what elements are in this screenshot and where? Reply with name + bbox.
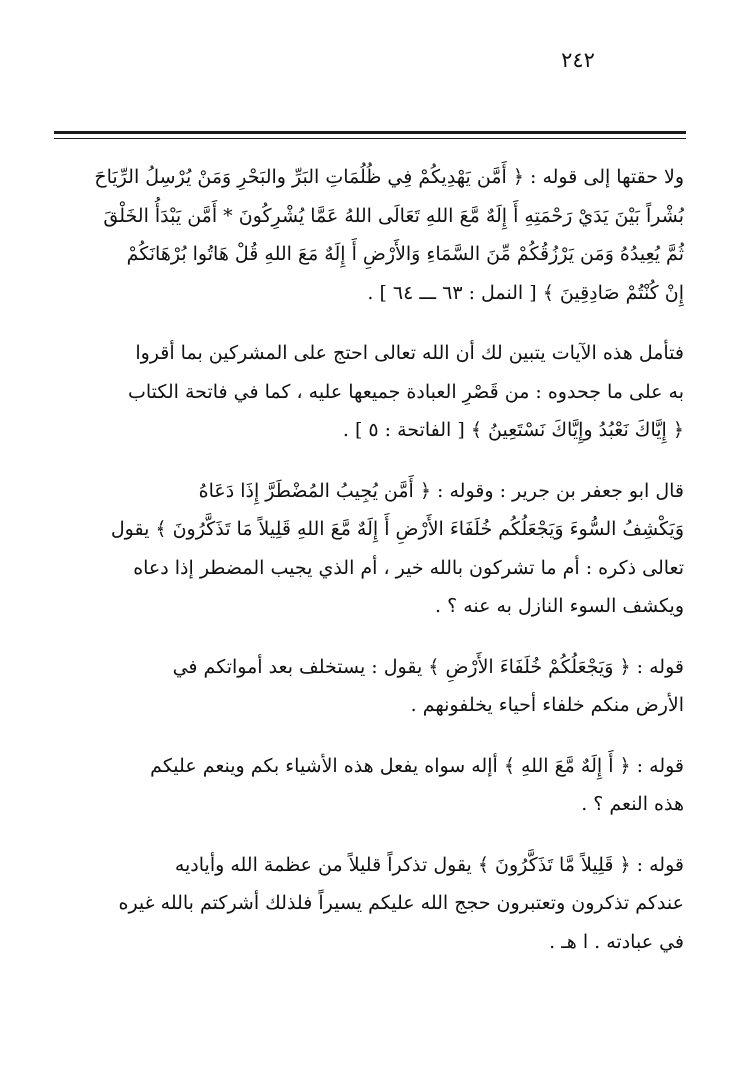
text-line: قال ابو جعفر بن جرير : وقوله : ﴿ أَمَّن يُجِيبُ المُضْطَرَّ إِذَا دَعَاهُ [198,479,684,502]
paragraph-reflection [54,334,684,450]
text-line: تعالى ذكره : أم ما تشركون بالله خير ، أم الذي يجيب المضطر إذا دعاه [133,556,684,579]
text-line: الأرض منكم خلفاء أحياء يخلفونهم . [410,694,684,716]
paragraph-ibn-jarir [54,472,684,626]
text-line: إِنْ كُنْتُمْ صَادِقِينَ ﴾ [ النمل : ٦٣ ـــ ٦٤ ] . [367,281,684,304]
text-line: في عبادته . ا هـ . [549,930,684,953]
paragraph-quran-naml [54,158,684,312]
text-line: قوله : ﴿ قَلِيلاً مَّا تَذَكَّرُونَ ﴾ يقول تذكراً قليلاً من عظمة الله وأياديه [174,853,684,876]
paragraph-ilah [54,747,684,824]
text-line: فتأمل هذه الآيات يتبين لك أن الله تعالى احتج على المشركين بما أقروا [135,342,684,364]
text-line: ولا حقتها إلى قوله : ﴿ أَمَّن يَهْدِيكُمْ فِي ظُلُمَاتِ البَرِّ والبَحْرِ وَمَنْ يُرْسِلُ الرِّيَاحَ [94,166,684,188]
text-line: ثُمَّ يُعِيدُهُ وَمَن يَرْزُقُكُمْ مِّنَ السَّمَاءِ وَالأَرْضِ أَ إِلَهٌ مَعَ اللهِ قُلْ هَاتُوا بُرْهَانَكُمْ [126,243,684,265]
text-line: قوله : ﴿ وَيَجْعَلُكُمْ خُلَفَاءَ الأَرْضِ ﴾ يقول : يستخلف بعد أمواتكم في [172,655,684,678]
text-line: ويكشف السوء النازل به عنه ؟ . [434,595,684,617]
text-line: ﴿ إِيَّاكَ نَعْبُدُ وإِيَّاكَ نَسْتَعِينُ ﴾ [ الفاتحة : ٥ ] . [342,419,684,441]
header-rule-thick [54,131,686,134]
text-line: بُشْراً بَيْنَ يَدَيْ رَحْمَتِهِ أَ إِلَهٌ مَّعَ اللهِ تَعَالَى اللهُ عَمَّا يُشْرِكُونَ * أَمَّن يَبْدَأُ الخَلْقَ [103,204,684,227]
text-line: قوله : ﴿ أَ إِلَهٌ مَّعَ اللهِ ﴾ أإله سواه يفعل هذه الأشياء بكم وينعم عليكم [150,754,684,777]
header-rule-thin [54,138,686,139]
text-line: عندكم تذكرون وتعتبرون حجج الله عليكم يسيراً فلذلك أشركتم بالله غيره [118,892,684,914]
text-line: وَيَكْشِفُ السُّوءَ وَيَجْعَلُكُم خُلَفَاءَ الأَرْضِ أَ إِلَهٌ مَّعَ اللهِ قَلِيلاً مَا تَذَكَّرُونَ ﴾ يقول [110,518,684,540]
text-line: هذه النعم ؟ . [581,793,684,815]
text-line: به على ما جحدوه : من قَصْرِ العبادة جميعها عليه ، كما في فاتحة الكتاب [127,380,684,403]
paragraph-khulafa [54,648,684,725]
paragraph-qalilan [54,846,684,962]
page-number: ٢٤٢ [561,48,595,72]
page-body [54,158,684,961]
